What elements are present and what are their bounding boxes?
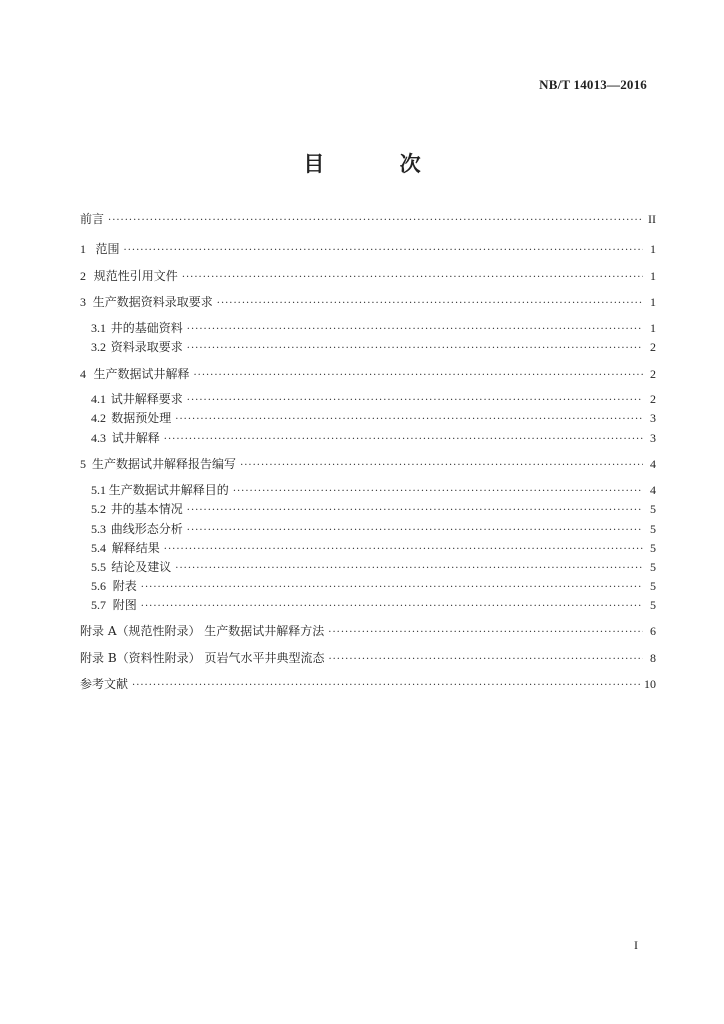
toc-entry-label: 参考文献 (80, 677, 129, 691)
toc-entry-number: 5.4 (91, 541, 106, 555)
page-title: 目 次 (303, 151, 455, 176)
toc-entry-number: 3 (80, 295, 86, 309)
toc-entry-page: 10 (644, 677, 656, 691)
toc-entry-label: 试井解释要求 (110, 392, 183, 406)
toc-entry-number: 3.1 (91, 321, 106, 335)
toc-entry-number: 3.2 (91, 340, 106, 354)
toc-entry-label: 曲线形态分析 (110, 522, 183, 536)
toc-leader (132, 677, 641, 695)
toc-entry-page: 5 (650, 579, 656, 593)
toc-entry-4-2[interactable] (91, 409, 656, 427)
toc-leader (175, 560, 643, 578)
toc-entry-4-3[interactable] (91, 429, 656, 447)
toc-leader (182, 269, 643, 287)
toc-entry-label: 生产数据试井解释目的 (108, 483, 229, 497)
toc-entry-4-1[interactable] (91, 390, 656, 408)
toc-entry-label: 附表 (112, 579, 137, 593)
toc-leader (187, 321, 643, 339)
toc-entry-page: 3 (650, 411, 656, 425)
toc-entry-label: 资料录取要求 (110, 340, 183, 354)
toc-entry-page: 3 (650, 431, 656, 445)
toc-leader (193, 367, 643, 385)
toc-entry-number: 5.1 (91, 483, 106, 497)
toc-entry-label: 规范性引用文件 (93, 269, 178, 283)
toc-leader (124, 242, 643, 260)
toc-leader (240, 457, 643, 475)
toc-leader (141, 579, 643, 597)
toc-entry-label: 生产数据资料录取要求 (92, 295, 213, 309)
toc-entry-5-5[interactable] (91, 558, 656, 576)
toc-entry-page: 1 (650, 242, 656, 256)
toc-entry-1[interactable] (80, 240, 656, 258)
document-code: NB/T 14013—2016 (539, 77, 647, 92)
toc-entry-number: 5.7 (91, 598, 106, 612)
toc-entry-number: 4.2 (91, 411, 106, 425)
page-number: I (634, 938, 638, 952)
toc-entry-number: 5.6 (91, 579, 106, 593)
toc-entry-label: 结论及建议 (111, 560, 172, 574)
toc-entry-label: 生产数据试井解释报告编写 (92, 457, 237, 471)
toc-leader (175, 411, 643, 429)
toc-entry-number: 4.1 (91, 392, 106, 406)
toc-entry-number: 1 (80, 242, 86, 256)
toc-entry-3-1[interactable] (91, 319, 656, 337)
toc-entry-5[interactable] (80, 455, 656, 473)
toc-leader (187, 392, 643, 410)
toc-entry-number: 2 (80, 269, 86, 283)
toc-entry-number: 4 (80, 367, 86, 381)
toc-leader (187, 522, 643, 540)
toc-entry-label: 附图 (112, 598, 137, 612)
toc-leader (187, 502, 643, 520)
toc-entry-number: 5.5 (91, 560, 106, 574)
toc-entry-page: 2 (650, 392, 656, 406)
toc-entry-number: 5.3 (91, 522, 106, 536)
toc-entry-references[interactable] (80, 675, 656, 693)
toc-entry-label: 解释结果 (111, 541, 160, 555)
toc-leader (328, 624, 643, 642)
toc-entry-number: 5 (80, 457, 86, 471)
toc-entry-3-2[interactable] (91, 338, 656, 356)
toc-leader (164, 431, 643, 449)
toc-entry-page: 5 (650, 560, 656, 574)
toc-entry-label: 井的基本情况 (110, 502, 183, 516)
toc-entry-number: 5.2 (91, 502, 106, 516)
toc-leader (233, 483, 643, 501)
toc-entry-label: 数据预处理 (111, 411, 172, 425)
toc-entry-page: 8 (650, 651, 656, 665)
toc-leader (141, 598, 643, 616)
toc-leader (164, 541, 643, 559)
toc-entry-5-3[interactable] (91, 520, 656, 538)
toc-entry-3[interactable] (80, 293, 656, 311)
toc-entry-page: 5 (650, 522, 656, 536)
toc-entry-page: 5 (650, 598, 656, 612)
toc-entry-foreword[interactable] (80, 210, 656, 228)
toc-leader (108, 212, 643, 230)
toc-entry-page: 1 (650, 321, 656, 335)
toc-entry-appendix-b[interactable] (80, 649, 656, 667)
toc-entry-appendix-a[interactable] (80, 622, 656, 640)
toc-entry-label: 附录 B（资料性附录） 页岩气水平井典型流态 (80, 651, 325, 665)
toc-entry-4[interactable] (80, 365, 656, 383)
toc-entry-page: II (648, 212, 656, 226)
toc-entry-page: 2 (650, 367, 656, 381)
toc-entry-5-2[interactable] (91, 500, 656, 518)
toc-leader (328, 651, 643, 669)
toc-leader (187, 340, 643, 358)
toc-entry-page: 5 (650, 502, 656, 516)
toc-entry-page: 2 (650, 340, 656, 354)
toc-entry-label: 试井解释 (111, 431, 160, 445)
toc-entry-page: 1 (650, 269, 656, 283)
toc-entry-page: 1 (650, 295, 656, 309)
toc-entry-5-1[interactable] (91, 481, 656, 499)
toc-entry-2[interactable] (80, 267, 656, 285)
toc-entry-5-6[interactable] (91, 577, 656, 595)
toc-entry-number: 4.3 (91, 431, 106, 445)
toc-entry-page: 4 (650, 457, 656, 471)
toc-entry-label: 生产数据试井解释 (93, 367, 190, 381)
toc-leader (217, 295, 643, 313)
toc-entry-label: 井的基础资料 (110, 321, 183, 335)
toc-entry-page: 6 (650, 624, 656, 638)
toc-entry-page: 5 (650, 541, 656, 555)
toc-entry-label: 范围 (95, 242, 120, 256)
toc-entry-label: 前言 (80, 212, 105, 226)
toc-entry-5-7[interactable] (91, 596, 656, 614)
toc-entry-label: 附录 A（规范性附录） 生产数据试井解释方法 (80, 624, 325, 638)
toc-entry-page: 4 (650, 483, 656, 497)
toc-entry-5-4[interactable] (91, 539, 656, 557)
